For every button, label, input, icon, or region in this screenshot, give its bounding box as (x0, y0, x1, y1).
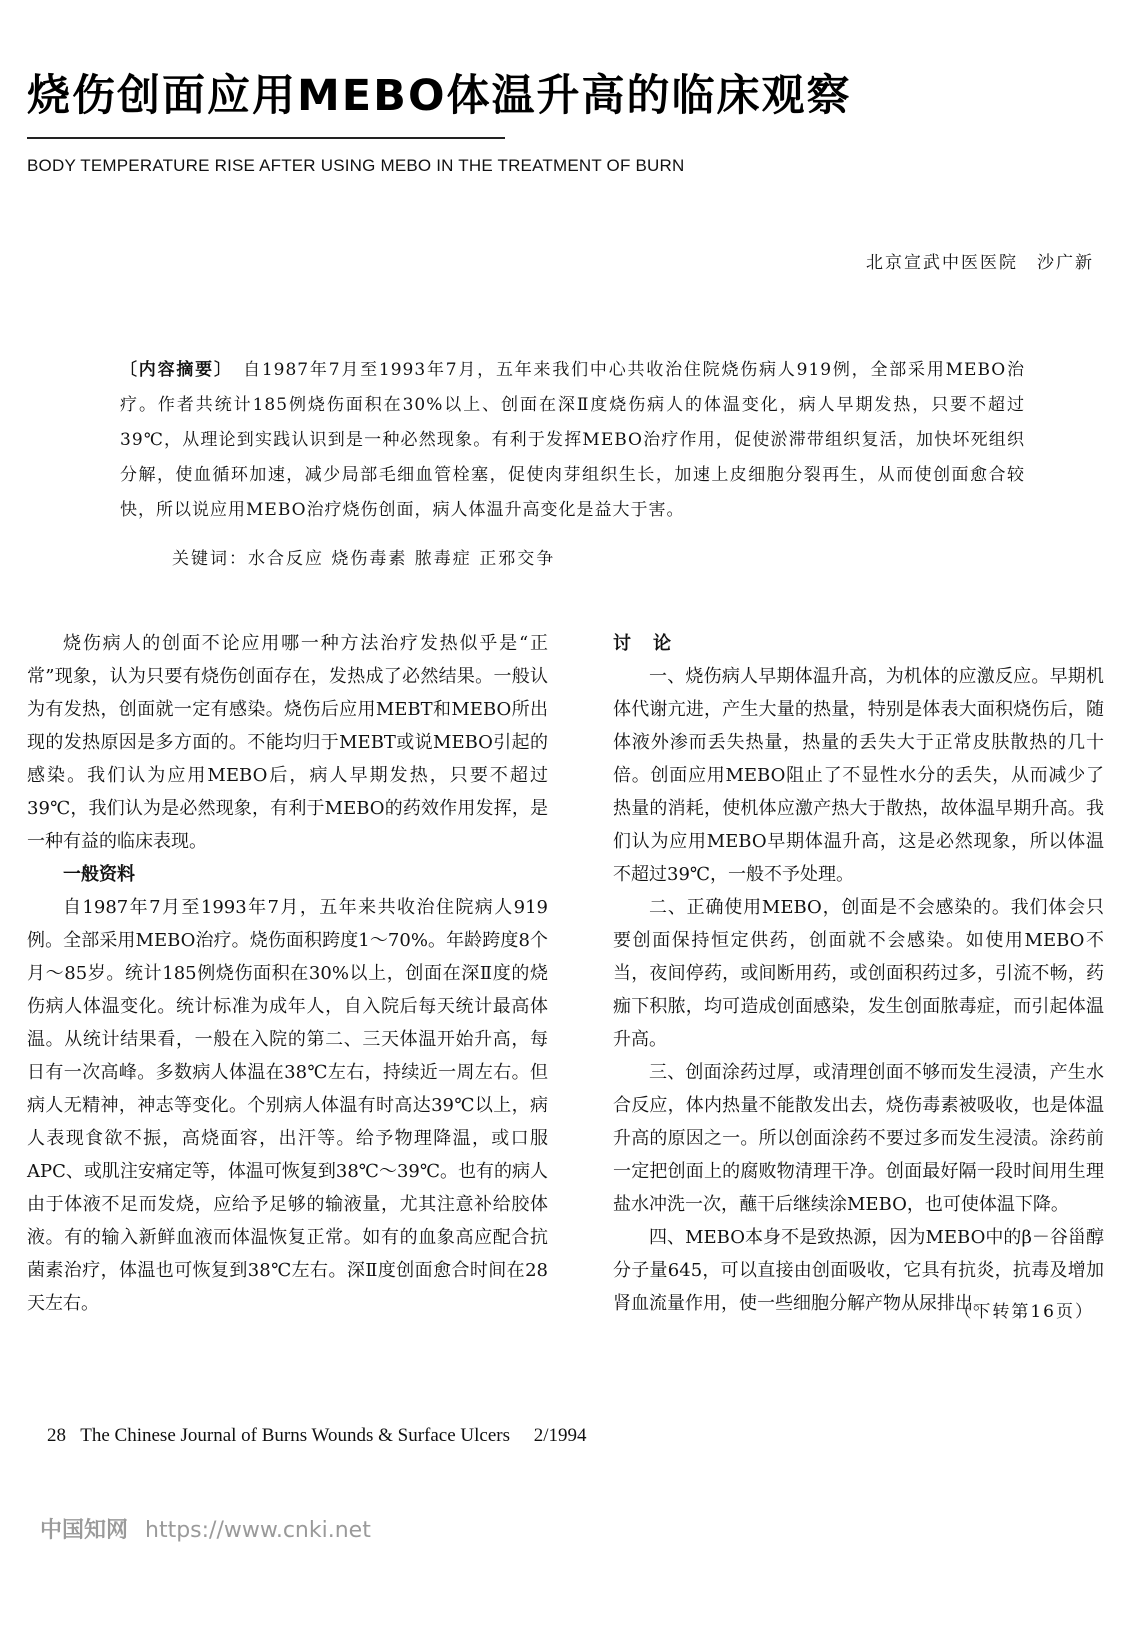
author-affiliation: 北京宣武中医医院 沙广新 (866, 253, 1094, 273)
discussion-paragraph: 二、正确使用MEBO，创面是不会感染的。我们体会只要创面保持恒定供药，创面就不会感染。如使用MEBO不当，夜间停药，或间断用药，或创面积药过多，引流不畅，药痂下积脓，均可造成创面感染，发生创面脓毒症，而引起体温升高。 (613, 897, 1104, 1050)
abstract (120, 353, 1025, 528)
page-number: 28 (47, 1425, 66, 1446)
journal-name: The Chinese Journal of Burns Wounds & Surface Ulcers (80, 1425, 511, 1446)
abstract-text: 自1987年7月至1993年7月，五年来我们中心共收治住院烧伤病人919例，全部采用MEBO治疗。作者共统计185例烧伤面积在30%以上、创面在深Ⅱ度烧伤病人的体温变化，病人早期发热，只要不超过39℃，从理论到实践认识到是一种必然现象。有利于发挥MEBO治疗作用，促使淤滞带组织复活，加快坏死组织分解，使血循环加速，减少局部毛细血管栓塞，促使肉芽组织生长，加速上皮细胞分裂再生，从而使创面愈合较快，所以说应用MEBO治疗烧伤创面，病人体温升高变化是益大于害。 (120, 360, 1026, 520)
journal-issue: 2/1994 (533, 1425, 587, 1446)
intro-paragraph: 烧伤病人的创面不论应用哪一种方法治疗发热似乎是“正常”现象，认为只要有烧伤创面存在，发热成了必然结果。一般认为有发热，创面就一定有感染。烧伤后应用MEBT和MEBO所出现的发热原因是多方面的。不能均归于MEBT或说MEBO引起的感染。我们认为应用MEBO后，病人早期发热，只要不超过39℃，我们认为是必然现象，有利于MEBO的药效作用发挥，是一种有益的临床表现。 (27, 633, 548, 852)
section-heading-discussion: 讨论 (613, 633, 693, 654)
cnki-logo: 中国知网 (40, 1518, 129, 1543)
keywords: 关键词：水合反应 烧伤毒素 脓毒症 正邪交争 (172, 549, 556, 569)
cnki-watermark (40, 1513, 371, 1544)
discussion-paragraph: 一、烧伤病人早期体温升高，为机体的应激反应。早期机体代谢亢进，产生大量的热量，特别是体表大面积烧伤后，随体液外渗而丢失热量，热量的丢失大于正常皮肤散热的几十倍。创面应用MEBO阻止了不显性水分的丢失，从而减少了热量的消耗，使机体应激产热大于散热，故体温早期升高。我们认为应用MEBO早期体温升高，这是必然现象，所以体温不超过39℃，一般不予处理。 (613, 666, 1104, 885)
discussion-paragraph: 三、创面涂药过厚，或清理创面不够而发生浸渍，产生水合反应，体内热量不能散发出去，烧伤毒素被吸收，也是体温升高的原因之一。所以创面涂药不要过多而发生浸渍。涂药前一定把创面上的腐败物清理干净。创面最好隔一段时间用生理盐水冲洗一次，蘸干后继续涂MEBO，也可使体温下降。 (613, 1062, 1104, 1215)
left-column (27, 627, 548, 1320)
continued-note: （下转第16页） (954, 1302, 1094, 1322)
english-title: BODY TEMPERATURE RISE AFTER USING MEBO IN THE TREATMENT OF BURN (27, 156, 685, 175)
discussion-paragraph: 四、MEBO本身不是致热源，因为MEBO中的β－谷甾醇分子量645，可以直接由创面吸收，它具有抗炎，抗毒及增加肾血流量作用，使一些细胞分解产物从尿排出。 (613, 1227, 1104, 1314)
right-column (613, 627, 1104, 1320)
general-data-paragraph: 自1987年7月至1993年7月，五年来共收治住院病人919例。全部采用MEBO治疗。烧伤面积跨度1～70%。年龄跨度8个月～85岁。统计185例烧伤面积在30%以上，创面在深Ⅱ度的烧伤病人体温变化。统计标准为成年人，自入院后每天统计最高体温。从统计结果看，一般在入院的第二、三天体温开始升高，每日有一次高峰。多数病人体温在38℃左右，持续近一周左右。但病人无精神，神志等变化。个别病人体温有时高达39℃以上，病人表现食欲不振，高烧面容，出汗等。给予物理降温，或口服APC、或肌注安痛定等，体温可恢复到38℃～39℃。也有的病人由于体液不足而发烧，应给予足够的输液量，尤其注意补给胶体液。有的输入新鲜血液而体温恢复正常。如有的血象高应配合抗菌素治疗，体温也可恢复到38℃左右。深Ⅱ度创面愈合时间在28天左右。 (27, 897, 548, 1314)
article-title: 烧伤创面应用MEBO体温升高的临床观察 (27, 71, 852, 121)
page-footer (47, 1425, 587, 1447)
abstract-label: 〔内容摘要〕 (120, 360, 225, 380)
section-heading-general-data: 一般资料 (63, 864, 135, 885)
title-divider (27, 137, 505, 139)
cnki-url[interactable]: https://www.cnki.net (145, 1518, 371, 1543)
